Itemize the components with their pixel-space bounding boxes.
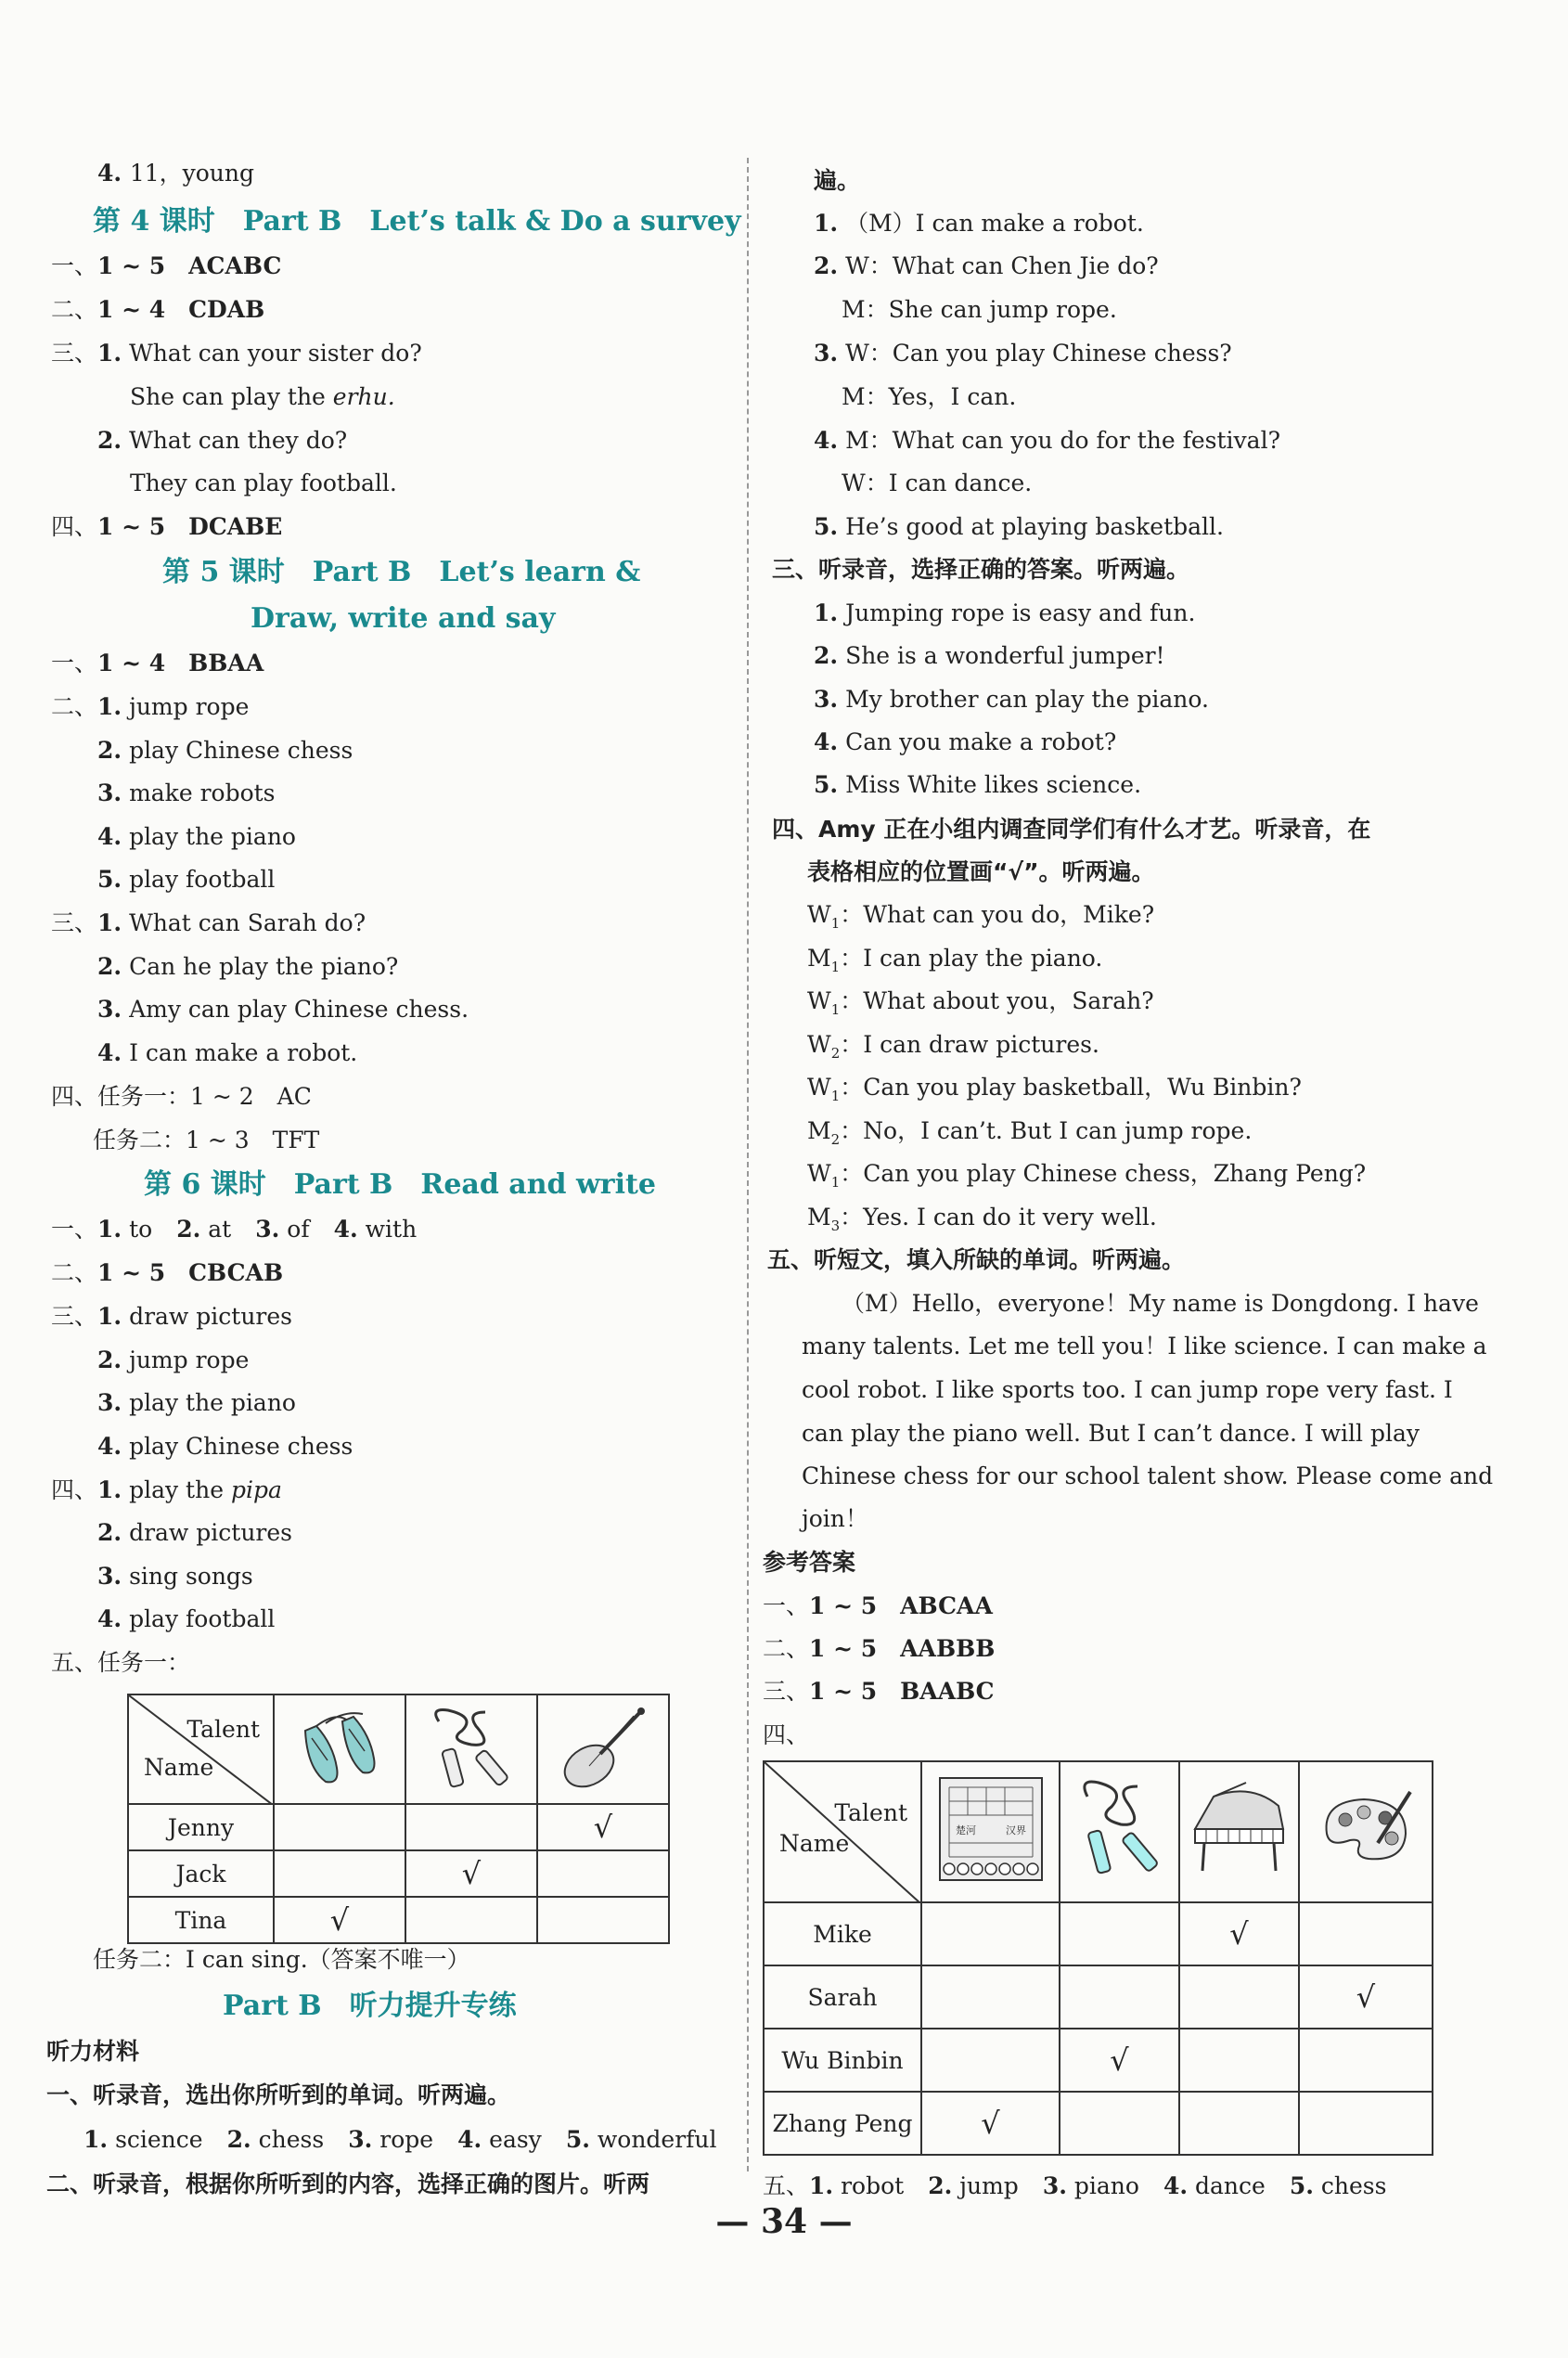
chess-board-label: 楚河 bbox=[955, 1824, 976, 1836]
answer-line: 4. play football bbox=[97, 1605, 276, 1632]
row-name: Mike bbox=[764, 1902, 921, 1965]
answer-line: 任务二：I can sing.（答案不唯一） bbox=[93, 1946, 470, 1973]
answer-line: 4. play Chinese chess bbox=[97, 1433, 353, 1460]
table-row bbox=[764, 1965, 1433, 2029]
answer-line: 三、1. What can your sister do? bbox=[51, 340, 422, 367]
jump-rope-icon bbox=[1069, 1773, 1171, 1885]
answer-line: 四、1. play the pipa bbox=[51, 1476, 282, 1503]
answer-line: 4. M：What can you do for the festival? bbox=[814, 427, 1280, 454]
answer-line: 3. play the piano bbox=[97, 1389, 296, 1416]
jump-rope-cell bbox=[1060, 1761, 1179, 1902]
answer-line: 5. play football bbox=[97, 866, 276, 893]
pipa-icon bbox=[552, 1703, 654, 1791]
cell bbox=[1179, 2029, 1299, 2092]
answer-line: 3. sing songs bbox=[97, 1563, 253, 1590]
passage-line: cool robot. I like sports too. I can jump rope very fast. I bbox=[802, 1376, 1453, 1403]
answer-line: M：Yes，I can. bbox=[842, 383, 1017, 410]
cell bbox=[921, 1902, 1060, 1965]
passage-line: can play the piano well. But I can’t dance. I will play bbox=[802, 1420, 1420, 1447]
talent-label: Talent bbox=[834, 1799, 907, 1826]
row-name: Jack bbox=[128, 1850, 274, 1897]
piano-cell bbox=[1179, 1761, 1299, 1902]
cell bbox=[921, 2029, 1060, 2092]
answer-line: 3. W：Can you play Chinese chess? bbox=[814, 340, 1232, 367]
answer-line: 五、1. robot 2. jump 3. piano 4. dance 5. chess bbox=[763, 2172, 1387, 2199]
answer-line: 3. Amy can play Chinese chess. bbox=[97, 996, 469, 1023]
row-name: Tina bbox=[128, 1897, 274, 1943]
answer-line: 三、1. What can Sarah do? bbox=[51, 909, 366, 936]
answer-line: 三、1. draw pictures bbox=[51, 1303, 293, 1330]
lesson4-title: 第 4 课时 Part B Let’s talk & Do a survey bbox=[93, 205, 741, 238]
answer-line: 2. W：What can Chen Jie do? bbox=[814, 252, 1159, 279]
row-name: Zhang Peng bbox=[764, 2092, 921, 2155]
dialogue-line: $M_1$：I can play the piano. bbox=[807, 945, 1103, 975]
table-row bbox=[128, 1850, 669, 1897]
tick-mark: √ bbox=[981, 2106, 1000, 2141]
answer-line: 3. My brother can play the piano. bbox=[814, 686, 1209, 713]
name-label: Name bbox=[144, 1754, 214, 1781]
tick-mark: √ bbox=[593, 1810, 613, 1845]
table-row bbox=[128, 1897, 669, 1943]
answer-line: 2. play Chinese chess bbox=[97, 737, 353, 764]
diagonal-line bbox=[129, 1695, 273, 1805]
cell bbox=[274, 1804, 405, 1850]
cell bbox=[1060, 1902, 1179, 1965]
lesson5-title: 第 5 课时 Part B Let’s learn & bbox=[162, 556, 641, 588]
dialogue-line: $W_1$：Can you play basketball，Wu Binbin? bbox=[807, 1074, 1302, 1104]
page-number: — 34 — bbox=[715, 2202, 853, 2241]
chess-board-label: 汉界 bbox=[1005, 1824, 1026, 1836]
cell bbox=[1060, 2029, 1179, 2092]
jump-rope-icon bbox=[420, 1703, 522, 1791]
jump-rope-cell bbox=[405, 1694, 537, 1804]
cell bbox=[1179, 2092, 1299, 2155]
exercise-heading: 二、听录音，根据你所听到的内容，选择正确的图片。听两 bbox=[46, 2171, 650, 2197]
dialogue-line: $M_2$：No，I can’t. But I can jump rope. bbox=[807, 1117, 1253, 1148]
answer-line: 2. jump rope bbox=[97, 1347, 250, 1373]
answer-line: 2. She is a wonderful jumper! bbox=[814, 642, 1165, 669]
answer-line: 四、任务一：1 ~ 2 AC bbox=[51, 1083, 312, 1110]
cell bbox=[405, 1850, 537, 1897]
answer-line: 4. Can you make a robot? bbox=[814, 728, 1117, 755]
dialogue-line: $M_3$：Yes. I can do it very well. bbox=[807, 1204, 1157, 1234]
row-name: Jenny bbox=[128, 1804, 274, 1850]
lesson5-title: Draw, write and say bbox=[251, 602, 556, 635]
chess-cell bbox=[921, 1761, 1060, 1902]
cell bbox=[1179, 1965, 1299, 2029]
tick-mark: √ bbox=[461, 1856, 482, 1891]
dialogue-line: $W_2$：I can draw pictures. bbox=[807, 1031, 1099, 1062]
answer-line: 二、1 ~ 4 CDAB bbox=[51, 296, 265, 323]
table-row bbox=[764, 2092, 1433, 2155]
cell bbox=[537, 1804, 669, 1850]
answer-line: They can play football. bbox=[130, 470, 397, 496]
talent-table-2 bbox=[763, 1760, 1433, 2156]
cell bbox=[1299, 2092, 1433, 2155]
tick-mark: √ bbox=[1229, 1916, 1249, 1952]
passage-line: join！ bbox=[802, 1505, 868, 1532]
table-header-cell bbox=[764, 1761, 921, 1902]
cell bbox=[1299, 1965, 1433, 2029]
cell bbox=[1179, 1902, 1299, 1965]
column-divider bbox=[747, 158, 749, 2171]
passage-line: many talents. Let me tell you！I like science. I can make a bbox=[802, 1333, 1487, 1359]
name-label: Name bbox=[779, 1830, 850, 1857]
answer-line: 1. （M）I can make a robot. bbox=[814, 210, 1144, 237]
tick-mark: √ bbox=[329, 1902, 350, 1938]
answer-line: 四、 bbox=[763, 1721, 810, 1748]
exercise-heading: 表格相应的位置画“√”。听两遍。 bbox=[807, 858, 1155, 885]
exercise-heading: 一、听录音，选出你所听到的单词。听两遍。 bbox=[46, 2081, 511, 2108]
answer-line: She can play the erhu. bbox=[130, 383, 395, 410]
cell bbox=[1060, 1965, 1179, 2029]
answer-line: 4. I can make a robot. bbox=[97, 1039, 358, 1066]
reference-heading: 参考答案 bbox=[763, 1549, 856, 1576]
answer-line: 4. 11，young bbox=[97, 160, 255, 187]
passage-line: Chinese chess for our school talent show. Please come and bbox=[802, 1462, 1494, 1489]
answer-line: 一、1 ~ 4 BBAA bbox=[51, 650, 264, 676]
cell bbox=[1299, 2029, 1433, 2092]
cell bbox=[274, 1897, 405, 1943]
answer-line: 任务二：1 ~ 3 TFT bbox=[93, 1127, 320, 1153]
piano-icon bbox=[1186, 1778, 1292, 1880]
answer-line: 4. play the piano bbox=[97, 823, 296, 850]
chinese-chess-icon bbox=[935, 1773, 1047, 1885]
tick-mark: √ bbox=[1356, 1979, 1376, 2015]
cell bbox=[405, 1897, 537, 1943]
answer-line: W：I can dance. bbox=[842, 470, 1033, 496]
table-row bbox=[764, 2029, 1433, 2092]
row-name: Sarah bbox=[764, 1965, 921, 2029]
answer-line: 一、1 ~ 5 ACABC bbox=[51, 252, 282, 279]
cell bbox=[274, 1850, 405, 1897]
cell bbox=[1299, 1902, 1433, 1965]
exercise-heading: 四、Amy 正在小组内调查同学们有什么才艺。听录音，在 bbox=[772, 816, 1371, 843]
passage-line: （M）Hello，everyone！My name is Dongdong. I have bbox=[842, 1290, 1479, 1317]
partb-title: Part B 听力提升专练 bbox=[223, 1990, 517, 2022]
dialogue-line: $W_1$：What about you，Sarah? bbox=[807, 987, 1154, 1018]
exercise-heading: 遍。 bbox=[814, 167, 861, 194]
talent-table-1 bbox=[127, 1694, 670, 1944]
answer-line: M：She can jump rope. bbox=[842, 296, 1117, 323]
dialogue-line: $W_1$：What can you do，Mike? bbox=[807, 901, 1155, 932]
materials-heading: 听力材料 bbox=[46, 2038, 140, 2065]
answer-line: 一、1 ~ 5 ABCAA bbox=[763, 1592, 993, 1619]
answer-line: 1. science 2. chess 3. rope 4. easy 5. wonderful bbox=[84, 2126, 717, 2153]
tick-mark: √ bbox=[1110, 2042, 1129, 2078]
answer-line: 二、1 ~ 5 AABBB bbox=[763, 1635, 996, 1662]
cell bbox=[537, 1850, 669, 1897]
answer-line: 二、1. jump rope bbox=[51, 693, 250, 720]
cell bbox=[921, 1965, 1060, 2029]
ballet-shoes-cell bbox=[274, 1694, 405, 1804]
answer-line: 2. What can they do? bbox=[97, 427, 348, 454]
cell bbox=[405, 1804, 537, 1850]
exercise-heading: 三、听录音，选择正确的答案。听两遍。 bbox=[772, 556, 1190, 583]
table-row bbox=[764, 1902, 1433, 1965]
answer-line: 1. Jumping rope is easy and fun. bbox=[814, 599, 1196, 626]
answer-line: 一、1. to 2. at 3. of 4. with bbox=[51, 1216, 418, 1243]
pipa-cell bbox=[537, 1694, 669, 1804]
answer-line: 五、任务一： bbox=[51, 1649, 191, 1676]
row-name: Wu Binbin bbox=[764, 2029, 921, 2092]
answer-line: 5. Miss White likes science. bbox=[814, 771, 1142, 798]
dialogue-line: $W_1$：Can you play Chinese chess，Zhang Peng? bbox=[807, 1160, 1367, 1191]
answer-line: 2. draw pictures bbox=[97, 1519, 292, 1546]
table-row bbox=[128, 1804, 669, 1850]
answer-line: 5. He’s good at playing basketball. bbox=[814, 513, 1224, 540]
answer-line: 四、1 ~ 5 DCABE bbox=[51, 513, 283, 540]
talent-label: Talent bbox=[186, 1716, 260, 1743]
answer-line: 3. make robots bbox=[97, 780, 276, 806]
cell bbox=[537, 1897, 669, 1943]
ballet-shoes-icon bbox=[289, 1703, 391, 1791]
answer-line: 三、1 ~ 5 BAABC bbox=[763, 1678, 995, 1705]
cell bbox=[1060, 2092, 1179, 2155]
table-header-cell bbox=[128, 1694, 274, 1804]
paint-palette-icon bbox=[1313, 1783, 1420, 1875]
exercise-heading: 五、听短文，填入所缺的单词。听两遍。 bbox=[767, 1246, 1186, 1273]
answer-line: 2. Can he play the piano? bbox=[97, 953, 399, 980]
palette-cell bbox=[1299, 1761, 1433, 1902]
cell bbox=[921, 2092, 1060, 2155]
answer-line: 二、1 ~ 5 CBCAB bbox=[51, 1259, 284, 1286]
lesson6-title: 第 6 课时 Part B Read and write bbox=[144, 1168, 656, 1201]
